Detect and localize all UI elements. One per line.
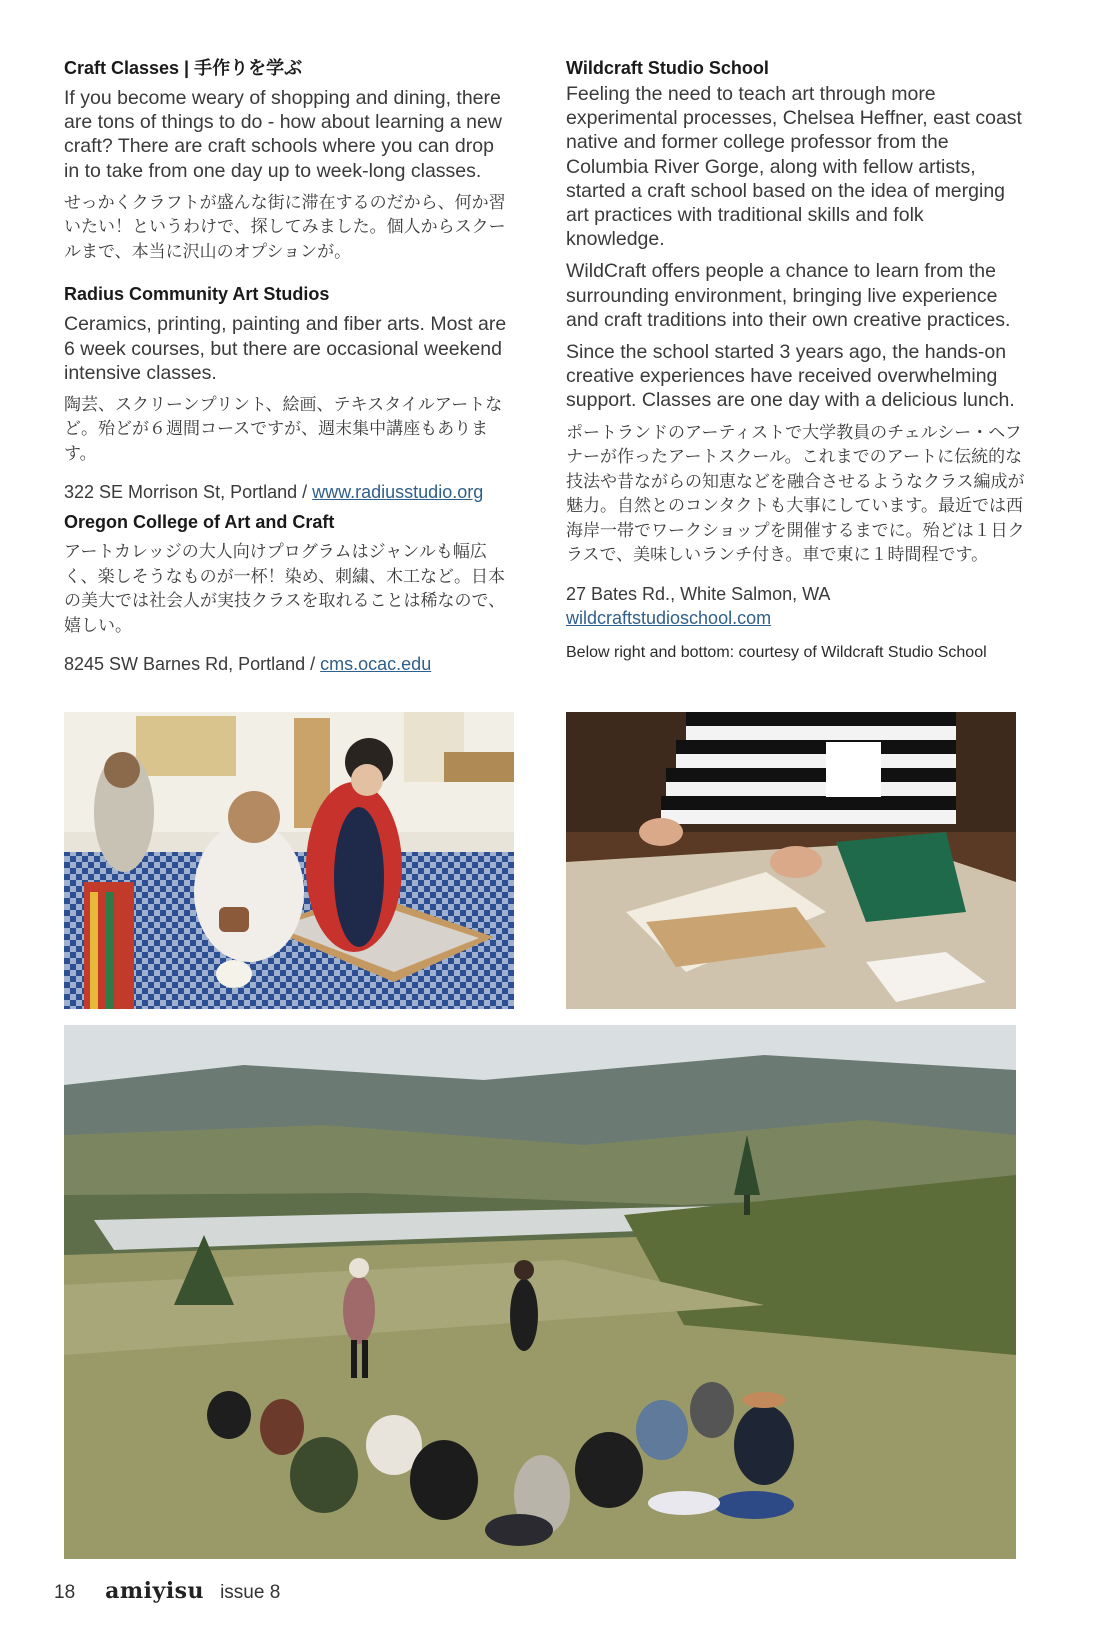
wildcraft-para-3: Since the school started 3 years ago, the hands-on creative experiences have received overwhelming support. Classes are one day with a delicious lunch.	[566, 341, 1015, 412]
intro-english: If you become weary of shopping and dining, there are tons of things to do - how about learning a new craft? There are craft schools where you can drop in to take from one day up to week-long classes.	[64, 87, 502, 182]
ocac-description-japanese: アートカレッジの大人向けプログラムはジャンルも幅広く、楽しそうなものが一杯！染め、刺繍、木工など。日本の美大では社会人が実技クラスを取れることは稀なので、嬉しい。	[64, 542, 506, 636]
radius-address: 322 SE Morrison St, Portland	[64, 482, 298, 503]
wildcraft-para-2: WildCraft offers people a chance to learn from the surrounding environment, bringing live experience and craft traditions into their own creative practices.	[566, 260, 1011, 331]
ocac-link[interactable]: cms.ocac.edu	[320, 654, 432, 675]
magazine-logo: amiyisu	[105, 1578, 205, 1604]
separator: /	[297, 482, 313, 503]
right-column	[566, 56, 1026, 664]
wildcraft-description-japanese: ポートランドのアーティストで大学教員のチェルシー・ヘフナーが作ったアートスクール。これまでのアートに伝統的な技法や昔ながらの知恵などを融合させるようなクラス編成が魅力。自然とのコンタクトも大事にしています。最近では西海岸一帯でワークショップを開催するまでに。殆どは１日クラスで、美味しいランチ付き。車で東に１時間程です。	[566, 422, 1025, 566]
intro-japanese: せっかくクラフトが盛んな街に滞在するのだから、何か習いたい！というわけで、探してみました。個人からスクールまで、本当に沢山のオプションが。	[64, 192, 506, 262]
weaving-class-photo	[64, 712, 514, 1009]
paper-craft-photo	[566, 712, 1016, 1009]
page-number: 18	[54, 1582, 76, 1603]
wildcraft-para-1: Feeling the need to teach art through more experimental processes, Chelsea Heffner, east coast native and former college professor from the Columbia River Gorge, along with fellow artists, started a craft school based on the idea of merging art practices with traditional skills and folk knowledge.	[566, 83, 1022, 251]
radius-description: Ceramics, printing, painting and fiber arts. Most are 6 week courses, but there are occasional weekend intensive classes.	[64, 313, 507, 384]
separator: /	[305, 654, 321, 675]
ocac-title: Oregon College of Art and Craft	[64, 512, 335, 533]
ocac-address: 8245 SW Barnes Rd, Portland	[64, 654, 306, 675]
hillside-gathering-photo	[64, 1025, 1016, 1559]
wildcraft-link[interactable]: wildcraftstudioschool.com	[566, 607, 772, 628]
radius-description-japanese: 陶芸、スクリーンプリント、絵画、テキスタイルアートなど。殆どが６週間コースですが、週末集中講座もあります。	[64, 394, 503, 464]
radius-title: Radius Community Art Studios	[64, 284, 330, 305]
section-title: Craft Classes | 手作りを学ぶ	[64, 58, 303, 78]
wildcraft-title: Wildcraft Studio School	[566, 58, 769, 78]
left-column	[64, 56, 514, 682]
radius-link[interactable]: www.radiusstudio.org	[312, 482, 484, 503]
issue-label: issue 8	[220, 1582, 281, 1603]
page-footer	[54, 1578, 280, 1610]
ocac-address-line	[64, 652, 514, 676]
photo-caption: Below right and bottom: courtesy of Wildcraft Studio School	[566, 643, 987, 661]
radius-address-line	[64, 480, 514, 504]
wildcraft-address: 27 Bates Rd., White Salmon, WA	[566, 583, 831, 604]
